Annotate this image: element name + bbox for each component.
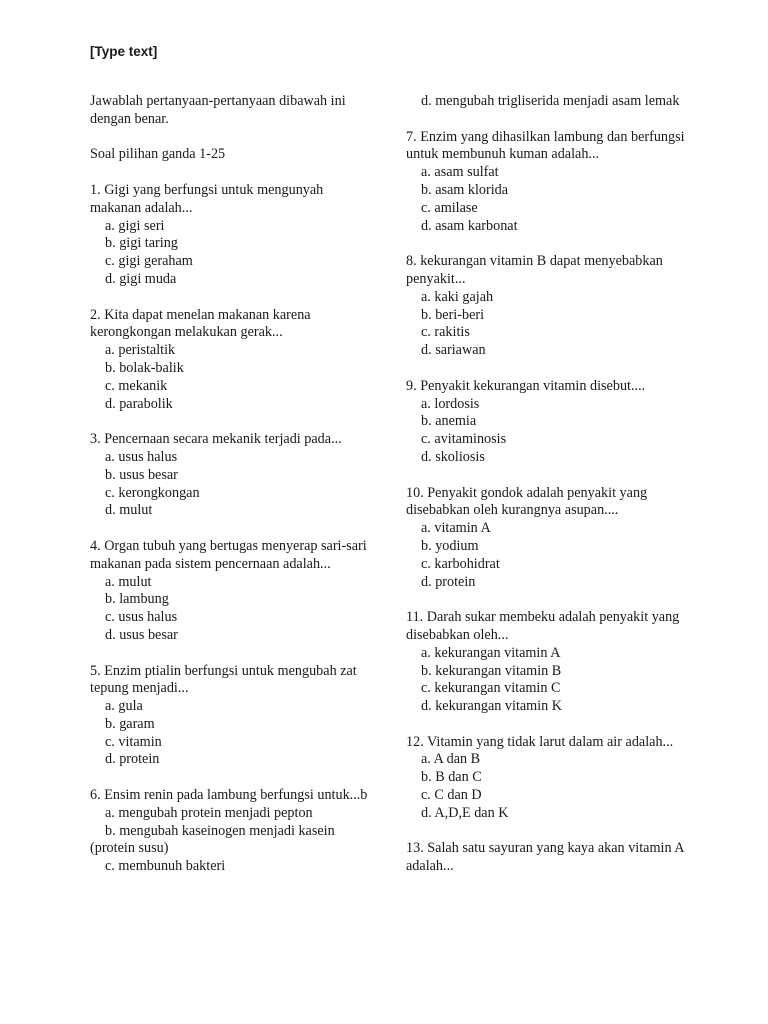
question-1-text: 1. Gigi yang berfungsi untuk mengunyah makanan adalah... bbox=[90, 181, 324, 216]
question-5 bbox=[90, 663, 370, 770]
question-11-option-b: b. kekurangan vitamin B bbox=[421, 662, 562, 679]
question-2-option-a: a. peristaltik bbox=[105, 342, 176, 359]
right-column bbox=[406, 93, 696, 894]
question-11-text: 11. Darah sukar membeku adalah penyakit yang disebabkan oleh... bbox=[406, 609, 680, 643]
question-9 bbox=[406, 378, 696, 467]
question-5-option-a: a. gula bbox=[105, 698, 143, 715]
question-6 bbox=[90, 787, 370, 876]
question-6-option-c: c. membunuh bakteri bbox=[105, 858, 226, 875]
question-7-option-d: d. asam karbonat bbox=[421, 217, 518, 234]
question-7-text: 7. Enzim yang dihasilkan lambung dan berfungsi untuk membunuh kuman adalah... bbox=[406, 128, 685, 163]
question-7-option-a: a. asam sulfat bbox=[421, 164, 499, 181]
question-12-option-b: b. B dan C bbox=[421, 769, 482, 786]
question-11-option-a: a. kekurangan vitamin A bbox=[421, 644, 561, 661]
question-9-option-d: d. skoliosis bbox=[421, 448, 485, 465]
question-7-option-c: c. amilase bbox=[421, 199, 478, 216]
question-8-option-a: a. kaki gajah bbox=[421, 288, 494, 305]
question-5-option-c: c. vitamin bbox=[105, 733, 162, 750]
section-title: Soal pilihan ganda 1-25 bbox=[90, 146, 226, 163]
question-4-option-a: a. mulut bbox=[105, 573, 152, 590]
question-3-option-c: c. kerongkongan bbox=[105, 484, 200, 501]
question-6-option-b-continued: (protein susu) bbox=[90, 840, 169, 857]
question-11 bbox=[406, 609, 696, 716]
question-12-text: 12. Vitamin yang tidak larut dalam air adalah... bbox=[406, 733, 674, 750]
question-4-option-b: b. lambung bbox=[105, 591, 169, 608]
question-2-option-d: d. parabolik bbox=[105, 395, 173, 412]
question-3-option-d: d. mulut bbox=[105, 502, 153, 519]
question-10-option-b: b. yodium bbox=[421, 537, 479, 554]
question-1-option-a: a. gigi seri bbox=[105, 217, 165, 234]
question-5-option-b: b. garam bbox=[105, 715, 155, 732]
question-7-option-b: b. asam klorida bbox=[421, 181, 509, 198]
question-7 bbox=[406, 129, 696, 236]
question-1-option-b: b. gigi taring bbox=[105, 235, 178, 252]
question-8-text: 8. kekurangan vitamin B dapat menyebabkan penyakit... bbox=[406, 253, 663, 287]
question-4-option-d: d. usus besar bbox=[105, 626, 178, 643]
question-8-option-b: b. beri-beri bbox=[421, 306, 485, 323]
question-3 bbox=[90, 431, 370, 520]
question-2-option-c: c. mekanik bbox=[105, 377, 168, 394]
question-2-text: 2. Kita dapat menelan makanan karena kerongkongan melakukan gerak... bbox=[90, 306, 311, 341]
question-3-option-b: b. usus besar bbox=[105, 466, 178, 483]
question-8-option-d: d. sariawan bbox=[421, 342, 486, 359]
question-4-option-c: c. usus halus bbox=[105, 609, 178, 626]
question-9-option-c: c. avitaminosis bbox=[421, 431, 507, 448]
question-1-option-d: d. gigi muda bbox=[105, 270, 177, 287]
question-6-option-a: a. mengubah protein menjadi pepton bbox=[105, 804, 313, 821]
instruction-text: Jawablah pertanyaan-pertanyaan dibawah ini dengan benar. bbox=[90, 93, 346, 127]
question-13-text: 13. Salah satu sayuran yang kaya akan vitamin A adalah... bbox=[406, 840, 684, 875]
question-5-option-d: d. protein bbox=[105, 751, 160, 768]
question-11-option-c: c. kekurangan vitamin C bbox=[421, 680, 561, 697]
question-4 bbox=[90, 538, 370, 645]
question-8 bbox=[406, 253, 696, 360]
question-3-text: 3. Pencernaan secara mekanik terjadi pada... bbox=[90, 431, 342, 448]
question-12-option-c: c. C dan D bbox=[421, 787, 482, 804]
left-question-list bbox=[90, 182, 370, 769]
question-9-option-a: a. lordosis bbox=[421, 395, 480, 412]
question-1 bbox=[90, 182, 370, 289]
question-6-text: 6. Ensim renin pada lambung berfungsi untuk...b bbox=[90, 787, 368, 804]
question-11-option-d: d. kekurangan vitamin K bbox=[421, 698, 563, 715]
question-9-text: 9. Penyakit kekurangan vitamin disebut.... bbox=[406, 377, 646, 394]
question-5-text: 5. Enzim ptialin berfungsi untuk mengubah zat tepung menjadi... bbox=[90, 662, 357, 697]
question-10-option-c: c. karbohidrat bbox=[421, 555, 500, 572]
right-question-list bbox=[406, 129, 696, 823]
question-9-option-b: b. anemia bbox=[421, 413, 477, 430]
question-6-option-b: b. mengubah kaseinogen menjadi kasein bbox=[105, 822, 335, 839]
question-10 bbox=[406, 485, 696, 592]
question-3-option-a: a. usus halus bbox=[105, 448, 178, 465]
question-2 bbox=[90, 307, 370, 414]
question-8-option-c: c. rakitis bbox=[421, 324, 470, 341]
left-column bbox=[90, 93, 370, 894]
question-10-option-d: d. protein bbox=[421, 573, 476, 590]
question-6-option-d: d. mengubah trigliserida menjadi asam lemak bbox=[421, 93, 680, 109]
question-12 bbox=[406, 734, 696, 823]
question-4-text: 4. Organ tubuh yang bertugas menyerap sari-sari makanan pada sistem pencernaan adalah... bbox=[90, 537, 367, 572]
question-2-option-b: b. bolak-balik bbox=[105, 359, 184, 376]
question-1-option-c: c. gigi geraham bbox=[105, 253, 193, 270]
question-10-option-a: a. vitamin A bbox=[421, 520, 491, 537]
question-10-text: 10. Penyakit gondok adalah penyakit yang disebabkan oleh kurangnya asupan.... bbox=[406, 484, 648, 519]
page-header: [Type text] bbox=[90, 44, 158, 59]
question-12-option-d: d. A,D,E dan K bbox=[421, 804, 509, 821]
question-12-option-a: a. A dan B bbox=[421, 751, 481, 768]
